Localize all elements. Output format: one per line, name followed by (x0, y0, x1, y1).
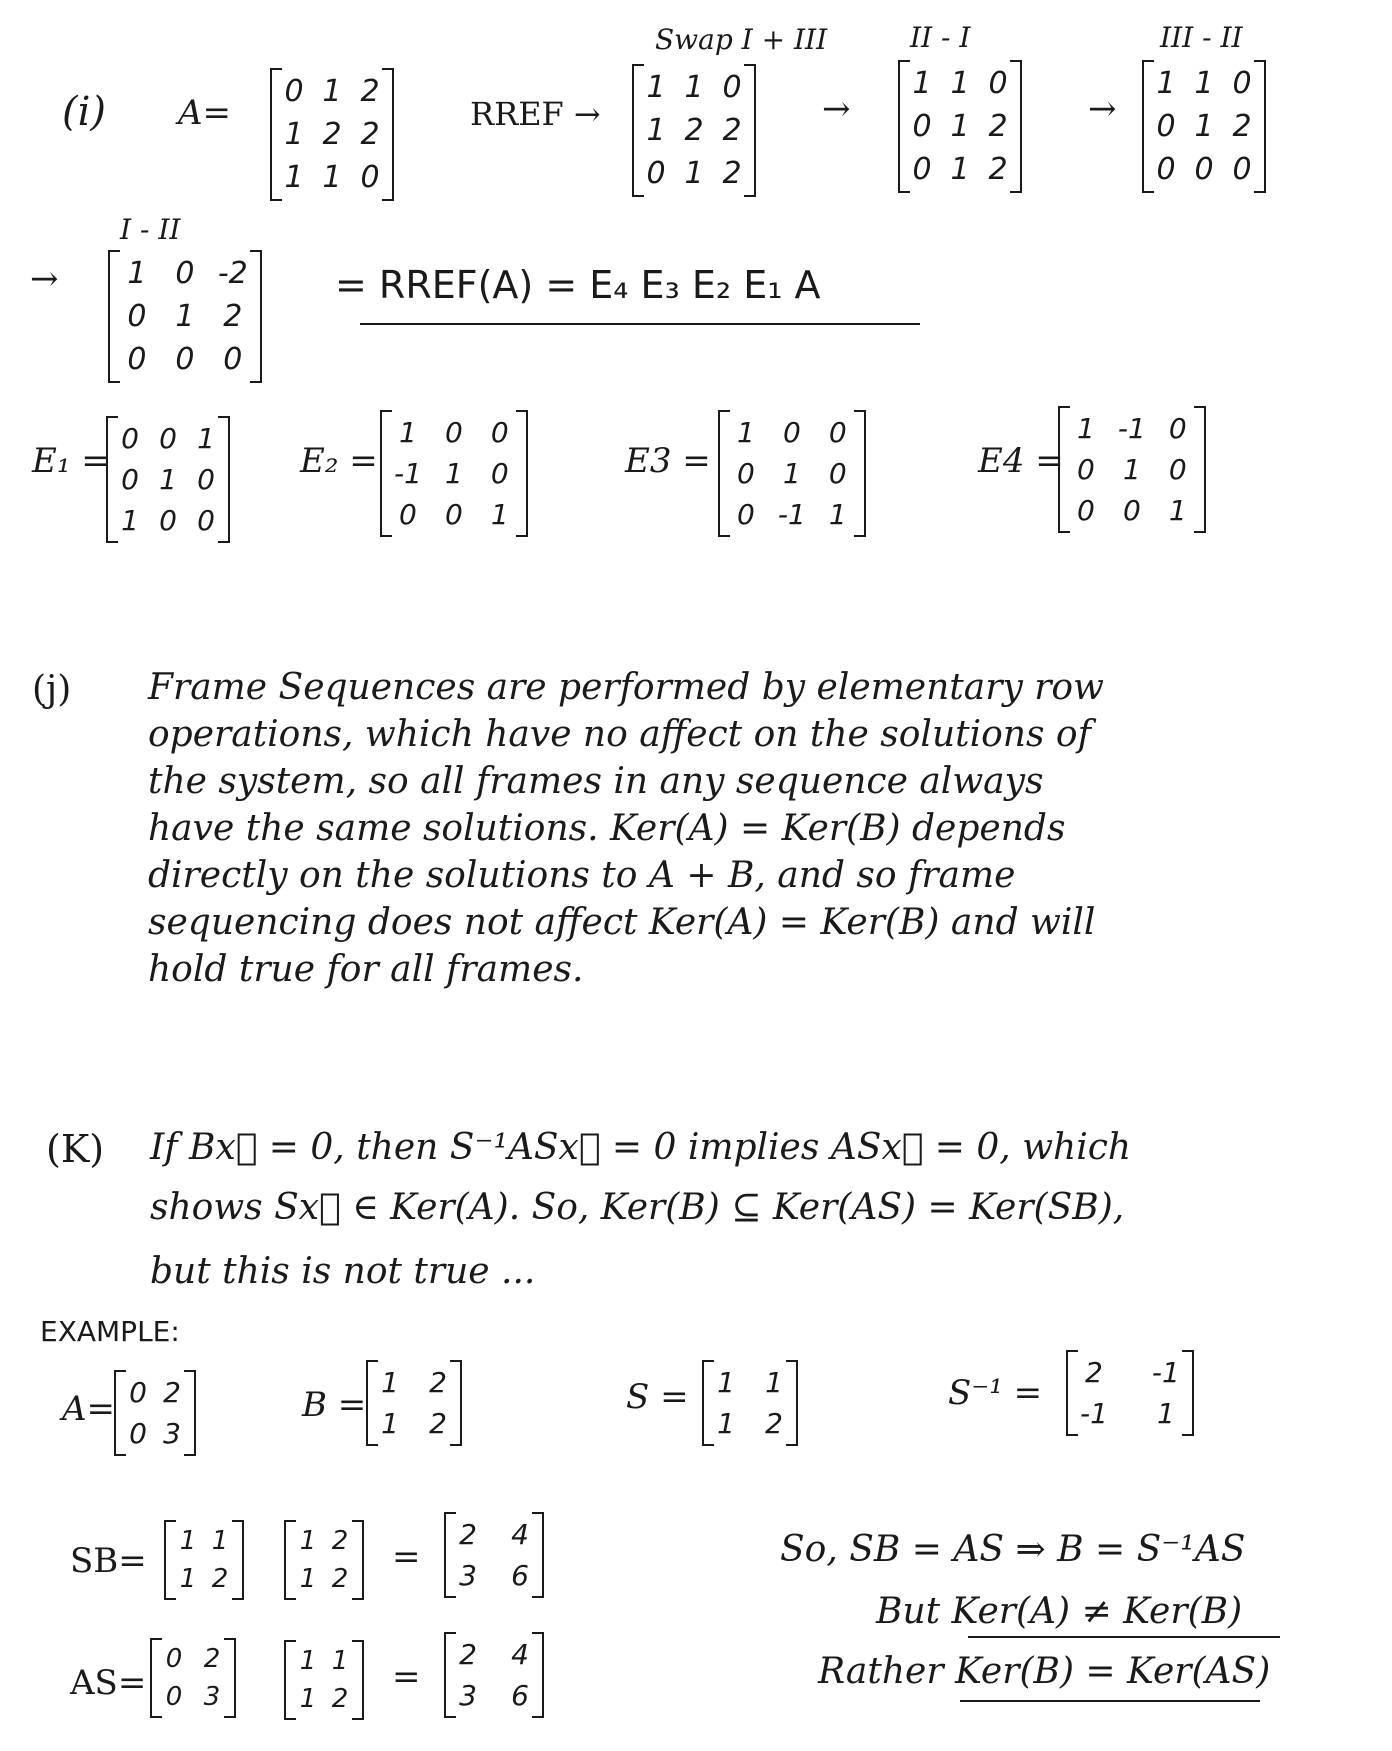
matrix-cell: 1 (299, 1564, 317, 1594)
matrix-cell: 4 (511, 1638, 529, 1671)
matrix-cell: 1 (322, 160, 342, 195)
matrix-cell: 1 (121, 504, 139, 537)
matrix-cell: 1 (211, 1526, 229, 1556)
matrix-cell: 0 (159, 504, 177, 537)
part-k-line-2: shows Sx⃗ ∈ Ker(A). So, Ker(B) ⊆ Ker(AS) = Ker(SB), (150, 1187, 1125, 1228)
example-label: EXAMPLE: (40, 1315, 180, 1348)
matrix-cell: 1 (444, 457, 463, 490)
matrix-cell: 0 (828, 416, 847, 449)
matrix-cell: 4 (511, 1518, 529, 1551)
paragraph-line: hold true for all frames. (148, 949, 584, 990)
paragraph-line: sequencing does not affect Ker(A) = Ker(B) and will (148, 902, 1096, 943)
matrix-cell: 0 (175, 342, 195, 377)
matrix-cell: 0 (988, 66, 1008, 101)
matrix-cell: 0 (737, 457, 755, 490)
as-label: AS= (70, 1663, 147, 1703)
conclusion-line-1: So, SB = AS ⇒ B = S⁻¹AS (780, 1529, 1246, 1570)
matrix-cell: 1 (381, 1407, 399, 1440)
matrix-cell: 1 (381, 1366, 399, 1399)
matrix-cell: 1 (1156, 1397, 1175, 1430)
part-k-line-3: but this is not true ... (150, 1251, 536, 1292)
as-equals: = (392, 1657, 421, 1697)
example-matrix-a (114, 1370, 196, 1456)
matrix-cell: 1 (490, 498, 509, 531)
paragraph-line: directly on the solutions to A + B, and so frame (148, 855, 1016, 896)
paragraph-line: operations, which have no affect on the solutions of (148, 714, 1091, 755)
matrix-cell: 0 (912, 152, 932, 187)
matrix-cell: 1 (1077, 412, 1095, 445)
e1-label: E₁ = (32, 441, 110, 481)
sb-label: SB= (70, 1541, 147, 1581)
matrix-cell: 2 (360, 74, 380, 109)
matrix-cell: 2 (684, 113, 704, 148)
matrix-cell: 1 (179, 1564, 197, 1594)
matrix-cell: 0 (175, 256, 195, 291)
matrix-step-1 (632, 64, 756, 197)
matrix-cell: 0 (1232, 66, 1252, 101)
matrix-cell: 0 (1156, 152, 1176, 187)
matrix-cell: 0 (490, 457, 509, 490)
matrix-cell: 0 (1156, 109, 1176, 144)
as-result-matrix (444, 1632, 544, 1718)
matrix-cell: 1 (782, 457, 801, 490)
conclusion-line-3: Rather Ker(B) = Ker(AS) (818, 1651, 1271, 1692)
matrix-cell: 1 (1194, 109, 1214, 144)
matrix-cell: 1 (737, 416, 755, 449)
matrix-cell: 6 (511, 1559, 529, 1592)
step-swap-label: Swap I + III (655, 23, 828, 56)
matrix-cell: 0 (444, 498, 463, 531)
part-k-line-1: If Bx⃗ = 0, then S⁻¹ASx⃗ = 0 implies ASx⃗ = 0, which (150, 1127, 1132, 1168)
matrix-cell: 1 (950, 109, 970, 144)
matrix-cell: 0 (159, 422, 177, 455)
sb-right-matrix (284, 1520, 364, 1600)
rref-equation: = RREF(A) = E₄ E₃ E₂ E₁ A (335, 263, 821, 307)
matrix-cell: 2 (429, 1407, 447, 1440)
matrix-cell: 2 (459, 1638, 477, 1671)
arrow-1: → (822, 89, 851, 129)
matrix-cell: 0 (1232, 152, 1252, 187)
matrix-step-2 (898, 60, 1022, 193)
matrix-cell: 1 (1122, 453, 1141, 486)
matrix-cell: 1 (299, 1646, 317, 1676)
matrix-cell: 1 (127, 256, 147, 291)
matrix-cell: 1 (828, 498, 847, 531)
e2-label: E₂ = (300, 441, 378, 481)
matrix-cell: 3 (459, 1559, 477, 1592)
matrix-cell: 0 (1077, 494, 1095, 527)
matrix-cell: 0 (912, 109, 932, 144)
e3-label: E3 = (625, 441, 711, 481)
matrix-cell: 1 (1168, 494, 1187, 527)
matrix-cell: 1 (284, 160, 304, 195)
matrix-cell: 0 (737, 498, 755, 531)
example-a-label: A= (62, 1389, 116, 1429)
matrix-cell: 6 (511, 1679, 529, 1712)
matrix-cell: 0 (399, 498, 417, 531)
matrix-cell: 2 (1085, 1356, 1103, 1389)
matrix-cell: -1 (394, 457, 422, 490)
matrix-cell: 3 (163, 1417, 181, 1450)
matrix-cell: 1 (950, 152, 970, 187)
sb-equals: = (392, 1537, 421, 1577)
matrix-cell: 1 (1194, 66, 1214, 101)
matrix-cell: -2 (217, 256, 248, 291)
matrix-cell: 1 (717, 1366, 735, 1399)
matrix-cell: 1 (299, 1526, 317, 1556)
matrix-cell: 0 (284, 74, 304, 109)
example-s-label: S = (626, 1377, 689, 1417)
matrix-cell: 1 (646, 70, 666, 105)
matrix-cell: 1 (912, 66, 932, 101)
matrix-e4 (1058, 406, 1206, 533)
matrix-e2 (380, 410, 528, 537)
matrix-cell: 1 (284, 117, 304, 152)
matrix-cell: 2 (331, 1564, 349, 1594)
matrix-cell: -1 (1117, 412, 1146, 445)
matrix-cell: 2 (331, 1526, 349, 1556)
matrix-cell: 2 (1232, 109, 1252, 144)
matrix-cell: 0 (127, 299, 147, 334)
matrix-cell: 0 (646, 156, 666, 191)
example-b-label: B = (302, 1385, 367, 1425)
matrix-cell: 1 (179, 1526, 197, 1556)
matrix-cell: 0 (129, 1417, 147, 1450)
matrix-cell: 0 (722, 70, 742, 105)
matrix-cell: 1 (765, 1366, 783, 1399)
matrix-cell: 0 (828, 457, 847, 490)
matrix-cell: 1 (399, 416, 417, 449)
rref-underline (360, 323, 920, 325)
matrix-cell: 2 (765, 1407, 783, 1440)
example-sinv-label: S⁻¹ = (948, 1373, 1043, 1413)
conclusion-2-underline (968, 1636, 1280, 1638)
arrow-3: → (30, 259, 59, 299)
matrix-cell: 3 (459, 1679, 477, 1712)
matrix-cell: 1 (175, 299, 195, 334)
matrix-cell: 1 (159, 463, 177, 496)
part-k-label: (K) (46, 1127, 105, 1171)
step-ii-minus-i-label: II - I (910, 21, 971, 54)
matrix-cell: 2 (163, 1376, 181, 1409)
matrix-a (270, 68, 394, 201)
matrix-cell: 1 (950, 66, 970, 101)
matrix-cell: 3 (203, 1682, 221, 1712)
matrix-cell: 2 (988, 109, 1008, 144)
conclusion-3-underline (960, 1700, 1260, 1702)
matrix-cell: 0 (1168, 412, 1187, 445)
as-right-matrix (284, 1640, 364, 1720)
matrix-cell: 2 (223, 299, 243, 334)
matrix-cell: 2 (722, 113, 742, 148)
matrix-cell: 0 (1122, 494, 1141, 527)
matrix-e1 (106, 416, 230, 543)
matrix-cell: 2 (360, 117, 380, 152)
conclusion-line-2: But Ker(A) ≠ Ker(B) (876, 1591, 1243, 1632)
rref-arrow-label: RREF → (470, 95, 601, 133)
matrix-cell: 2 (429, 1366, 447, 1399)
matrix-cell: 0 (129, 1376, 147, 1409)
matrix-cell: 1 (646, 113, 666, 148)
matrix-step-3 (1142, 60, 1266, 193)
example-matrix-b (366, 1360, 462, 1446)
arrow-2: → (1088, 89, 1117, 129)
matrix-cell: 0 (1168, 453, 1187, 486)
paragraph-line: have the same solutions. Ker(A) = Ker(B) depends (148, 808, 1066, 849)
matrix-cell: 2 (331, 1684, 349, 1714)
matrix-cell: 2 (988, 152, 1008, 187)
part-j-label: (j) (32, 669, 72, 710)
part-i-label: (i) (62, 89, 107, 135)
matrix-cell: 2 (722, 156, 742, 191)
matrix-rref-result (108, 250, 262, 383)
paragraph-line: the system, so all frames in any sequence always (148, 761, 1044, 802)
matrix-cell: 0 (165, 1644, 183, 1674)
matrix-cell: 2 (211, 1564, 229, 1594)
example-matrix-s-inverse (1066, 1350, 1194, 1436)
sb-left-matrix (164, 1520, 244, 1600)
matrix-cell: 1 (684, 70, 704, 105)
matrix-cell: 0 (197, 504, 215, 537)
e4-label: E4 = (978, 441, 1064, 481)
step-i-minus-ii-label: I - II (120, 213, 181, 246)
matrix-cell: 0 (360, 160, 380, 195)
matrix-cell: 1 (322, 74, 342, 109)
sb-result-matrix (444, 1512, 544, 1598)
step-iii-minus-ii-label: III - II (1160, 21, 1243, 54)
matrix-cell: 0 (782, 416, 801, 449)
matrix-cell: 1 (1156, 66, 1176, 101)
matrix-cell: 1 (684, 156, 704, 191)
part-j-paragraph (148, 664, 1104, 993)
matrix-cell: 0 (121, 463, 139, 496)
matrix-cell: -1 (777, 498, 806, 531)
matrix-cell: 0 (121, 422, 139, 455)
matrix-e3 (718, 410, 866, 537)
matrix-cell: 2 (459, 1518, 477, 1551)
matrix-cell: -1 (1080, 1397, 1108, 1430)
as-left-matrix (150, 1638, 236, 1718)
matrix-cell: 0 (1194, 152, 1214, 187)
matrix-cell: 0 (197, 463, 215, 496)
matrix-cell: 1 (197, 422, 215, 455)
matrix-cell: -1 (1151, 1356, 1180, 1389)
matrix-cell: 0 (1077, 453, 1095, 486)
matrix-cell: 0 (127, 342, 147, 377)
matrix-cell: 0 (165, 1682, 183, 1712)
example-matrix-s (702, 1360, 798, 1446)
matrix-cell: 0 (444, 416, 463, 449)
paragraph-line: Frame Sequences are performed by elementary row (148, 667, 1104, 708)
matrix-cell: 1 (299, 1684, 317, 1714)
matrix-cell: 1 (717, 1407, 735, 1440)
matrix-cell: 2 (322, 117, 342, 152)
matrix-cell: 2 (203, 1644, 221, 1674)
matrix-cell: 0 (490, 416, 509, 449)
matrix-cell: 1 (331, 1646, 349, 1676)
matrix-a-label: A= (178, 93, 232, 133)
matrix-cell: 0 (223, 342, 243, 377)
